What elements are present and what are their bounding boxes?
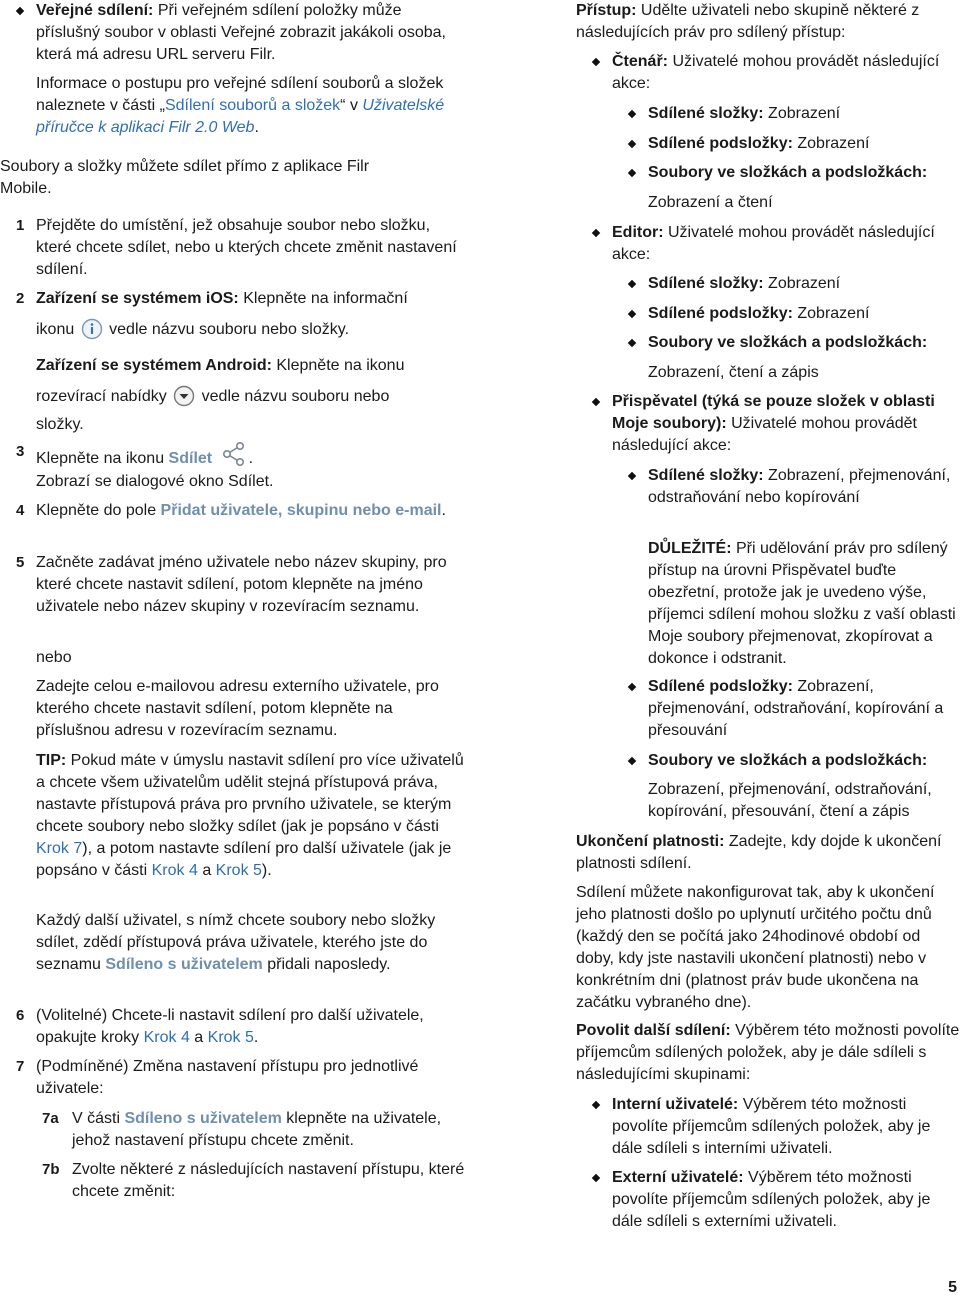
inherit-note <box>0 910 465 976</box>
step-6 <box>0 1005 465 1049</box>
item-text: Zobrazení, přejmenování, odstraňování, kopírování a přesouvání <box>648 678 944 739</box>
important-text: Při udělování práv pro sdílený přístup na úrovni Přispěvatel buďte obezřetní, protože jak je uvedeno výše, příjemci sdílení mohou složku z vaší oblasti Moje soubory přejmenovat, zkopírovat a dokonce i odstranit. <box>648 540 956 667</box>
ios-text: Klepněte na informační <box>238 290 408 307</box>
expiration-intro <box>576 831 960 875</box>
step-5-or: nebo <box>36 649 72 666</box>
expiration-detail: Sdílení můžete nakonfigurovat tak, aby k ukončení jeho platnosti došlo po uplynutí určitého počtu dnů (každý den se počítá jako 24hodinové období od doby, kdy jste nastavili ukončení platnosti) nebo v konkrétním dni (platnost práv bude ukončena na začátku vybraného dne). <box>576 884 935 1011</box>
public-sharing-text: Při veřejném sdílení položky může příslušný soubor v oblasti Veřejné zobrazit jakákoli osoba, která má adresu URL serveru Filr. <box>36 2 446 63</box>
item-text: Zobrazení <box>763 275 841 292</box>
step-number: 6 <box>16 1007 25 1024</box>
bullet-internal-users <box>576 1094 960 1160</box>
step-number: 2 <box>16 290 25 307</box>
dropdown-menu-icon <box>173 385 195 414</box>
reader-label: Čtenář: <box>612 53 669 70</box>
contributor-item-folders <box>576 465 960 509</box>
important-label: DŮLEŽITÉ: <box>648 540 732 557</box>
info-end: . <box>254 119 259 136</box>
step-number: 3 <box>16 443 25 460</box>
android-text: Klepněte na ikonu <box>271 357 405 374</box>
step-number: 5 <box>16 554 25 571</box>
bullet-public-sharing <box>0 0 465 66</box>
step-number: 4 <box>16 502 25 519</box>
reshare-label: Povolit další sdílení: <box>576 1022 731 1039</box>
step-text: (Podmíněné) Změna nastavení přístupu pro jednotlivé uživatele: <box>36 1058 419 1097</box>
tip-block <box>0 750 465 882</box>
step-number: 7b <box>42 1161 60 1178</box>
access-label: Přístup: <box>576 2 637 19</box>
tip-text: Pokud máte v úmyslu nastavit sdílení pro více uživatelů a chcete všem uživatelům udělit stejná přístupová práva, nastavte přístupová práva pro prvního uživatele, se kterým chcete soubory nebo složky sdílet (jak je popsáno v části <box>36 752 464 835</box>
step-text-2: a <box>189 1029 208 1046</box>
bullet-editor <box>576 222 960 266</box>
editor-item-folders <box>576 273 960 295</box>
contributor-text: Uživatelé mohou provádět následující akce: <box>612 415 917 454</box>
contributor-item-files-value: Zobrazení, přejmenování, odstraňování, kopírování, přesouvání, čtení a zápis <box>648 781 932 820</box>
android-text-end: složky. <box>36 416 84 433</box>
tip-text-3: a <box>197 862 216 879</box>
editor-label: Editor: <box>612 224 664 241</box>
android-text-after-icon: vedle názvu souboru nebo <box>201 388 390 405</box>
item-label: Soubory ve složkách a podsložkách: <box>648 752 928 769</box>
reader-item-subfolders <box>576 133 960 155</box>
important-note <box>576 538 960 670</box>
step-text-2: klepněte na uživatele, jehož nastavení přístupu chcete změnit. <box>72 1110 442 1149</box>
step-text: Klepněte na ikonu <box>36 450 169 467</box>
editor-item-files <box>576 332 960 354</box>
item-label: Sdílené podsložky: <box>648 305 793 322</box>
internal-users-label: Interní uživatelé: <box>612 1096 739 1113</box>
inherit-text-2: přidali naposledy. <box>262 956 391 973</box>
item-text: Zobrazení <box>792 135 870 152</box>
expiration-label: Ukončení platnosti: <box>576 833 725 850</box>
step-7 <box>0 1056 465 1100</box>
step-text: Začněte zadávat jméno uživatele nebo název skupiny, pro které chcete nastavit sdílení, potom klepněte na jméno uživatele nebo název skupiny v rozevíracím seznamu. <box>36 554 447 615</box>
editor-text: Uživatelé mohou provádět následující akce: <box>612 224 935 263</box>
tip-label: TIP: <box>36 752 67 769</box>
bullet-contributor <box>576 391 960 457</box>
mobile-intro: Soubory a složky můžete sdílet přímo z aplikace Filr Mobile. <box>0 158 370 197</box>
reshare-intro <box>576 1020 960 1086</box>
public-sharing-info <box>0 73 465 139</box>
item-label: Sdílené podsložky: <box>648 135 793 152</box>
tip-text-2: ), a potom nastavte sdílení pro další uživatele (jak je popsáno v části <box>36 840 452 879</box>
item-label: Sdílené složky: <box>648 105 764 122</box>
step-number: 7a <box>42 1110 59 1127</box>
shared-with-ui-label: Sdíleno s uživatelem <box>124 1110 282 1127</box>
step-end: . <box>441 502 446 519</box>
access-text: Udělte uživateli nebo skupině některé z následujících práv pro sdílený přístup: <box>576 2 920 41</box>
step-text: Přejděte do umístění, jež obsahuje soubor nebo složku, které chcete sdílet, nebo u kterých chcete změnit nastavení sdílení. <box>36 217 457 278</box>
page-number: 5 <box>948 1279 957 1296</box>
editor-item-files-value: Zobrazení, čtení a zápis <box>648 364 819 381</box>
editor-item-subfolders <box>576 303 960 325</box>
step-text: Klepněte do pole <box>36 502 161 519</box>
step-1 <box>0 215 465 281</box>
step-end: . <box>253 1029 259 1046</box>
reader-item-files-value: Zobrazení a čtení <box>648 194 773 211</box>
step-text: (Volitelné) Chcete-li nastavit sdílení pro další uživatele, opakujte kroky <box>36 1007 424 1046</box>
link-step-4[interactable]: Krok 4 <box>151 862 198 879</box>
step-5-alt: Zadejte celou e-mailovou adresu externího uživatele, pro kterého chcete nastavit sdílení, potom klepněte na příslušnou adresu v rozevíracím seznamu. <box>36 678 439 739</box>
item-text: Zobrazení, přejmenování, odstraňování nebo kopírování <box>648 467 951 506</box>
item-label: Sdílené podsložky: <box>648 678 793 695</box>
external-users-label: Externí uživatelé: <box>612 1169 744 1186</box>
link-user-guide[interactable]: Uživatelské příručce k aplikaci Filr 2.0 Web <box>36 97 445 136</box>
ios-label: Zařízení se systémem iOS: <box>36 290 239 307</box>
reader-item-folders <box>576 103 960 125</box>
shared-with-ui-label: Sdíleno s uživatelem <box>105 956 263 973</box>
step-number: 7 <box>16 1058 25 1075</box>
step-3-result: Zobrazí se dialogové okno Sdílet. <box>36 473 274 490</box>
contributor-item-subfolders <box>576 676 960 742</box>
step-2 <box>0 288 465 436</box>
step-7b <box>0 1159 465 1203</box>
bullet-reader <box>576 51 960 95</box>
step-3 <box>0 441 465 474</box>
quote-close: “ v <box>340 97 363 114</box>
reshare-text: Výběrem této možnosti povolíte příjemcům sdílených položek, aby je dále sdíleli s následujícími skupinami: <box>576 1022 960 1083</box>
step-4 <box>0 500 465 522</box>
step-text: V části <box>72 1110 125 1127</box>
android-label: Zařízení se systémem Android: <box>36 357 272 374</box>
inherit-text: Každý další uživatel, s nímž chcete soubory nebo složky sdílet, zdědí přístupová práva uživatele, kterého jste do seznamu <box>36 912 436 973</box>
link-step-5[interactable]: Krok 5 <box>215 862 262 879</box>
info-text: Informace o postupu pro veřejné sdílení souborů a složek naleznete v části <box>36 75 444 114</box>
reader-item-files <box>576 162 960 184</box>
item-label: Soubory ve složkách a podsložkách: <box>648 334 928 351</box>
external-users-text: Výběrem této možnosti povolíte příjemcům sdílených položek, aby je dále sdíleli s externími uživateli. <box>612 1169 931 1230</box>
item-label: Soubory ve složkách a podsložkách: <box>648 164 928 181</box>
internal-users-text: Výběrem této možnosti povolíte příjemcům sdílených položek, aby je dále sdíleli s interními uživateli. <box>612 1096 931 1157</box>
link-step-7[interactable]: Krok 7 <box>36 840 83 857</box>
reader-text: Uživatelé mohou provádět následující akce: <box>612 53 940 92</box>
step-end: . <box>248 450 254 467</box>
quote-open: „ <box>159 97 165 114</box>
tip-text-4: ). <box>261 862 272 879</box>
item-label: Sdílené složky: <box>648 467 764 484</box>
step-number: 1 <box>16 217 25 234</box>
step-7a <box>0 1108 465 1152</box>
item-label: Sdílené složky: <box>648 275 764 292</box>
ios-text-after-icon: vedle názvu souboru nebo složky. <box>109 321 350 338</box>
expiration-text: Zadejte, kdy dojde k ukončení platnosti sdílení. <box>576 833 942 872</box>
ios-text-icon-word: ikonu <box>36 321 75 338</box>
link-step-4[interactable]: Krok 4 <box>143 1029 190 1046</box>
share-icon <box>221 441 247 474</box>
item-text: Zobrazení <box>792 305 870 322</box>
contributor-item-files <box>576 750 960 772</box>
android-text-icon-word: rozevírací nabídky <box>36 388 167 405</box>
access-intro <box>576 0 960 44</box>
contributor-label: Přispěvatel (týká se pouze složek v oblasti Moje soubory): <box>612 393 935 432</box>
info-icon <box>81 318 103 347</box>
public-sharing-label: Veřejné sdílení: <box>36 2 154 19</box>
bullet-external-users <box>576 1167 960 1233</box>
link-step-5[interactable]: Krok 5 <box>207 1029 254 1046</box>
add-user-field-label: Přidat uživatele, skupinu nebo e-mail <box>160 502 442 519</box>
item-text: Zobrazení <box>763 105 841 122</box>
step-text: Zvolte některé z následujících nastavení přístupu, které chcete změnit: <box>72 1161 465 1200</box>
share-ui-label: Sdílet <box>168 450 213 467</box>
step-5 <box>0 552 465 618</box>
link-sharing-files-folders[interactable]: Sdílení souborů a složek <box>164 97 341 114</box>
